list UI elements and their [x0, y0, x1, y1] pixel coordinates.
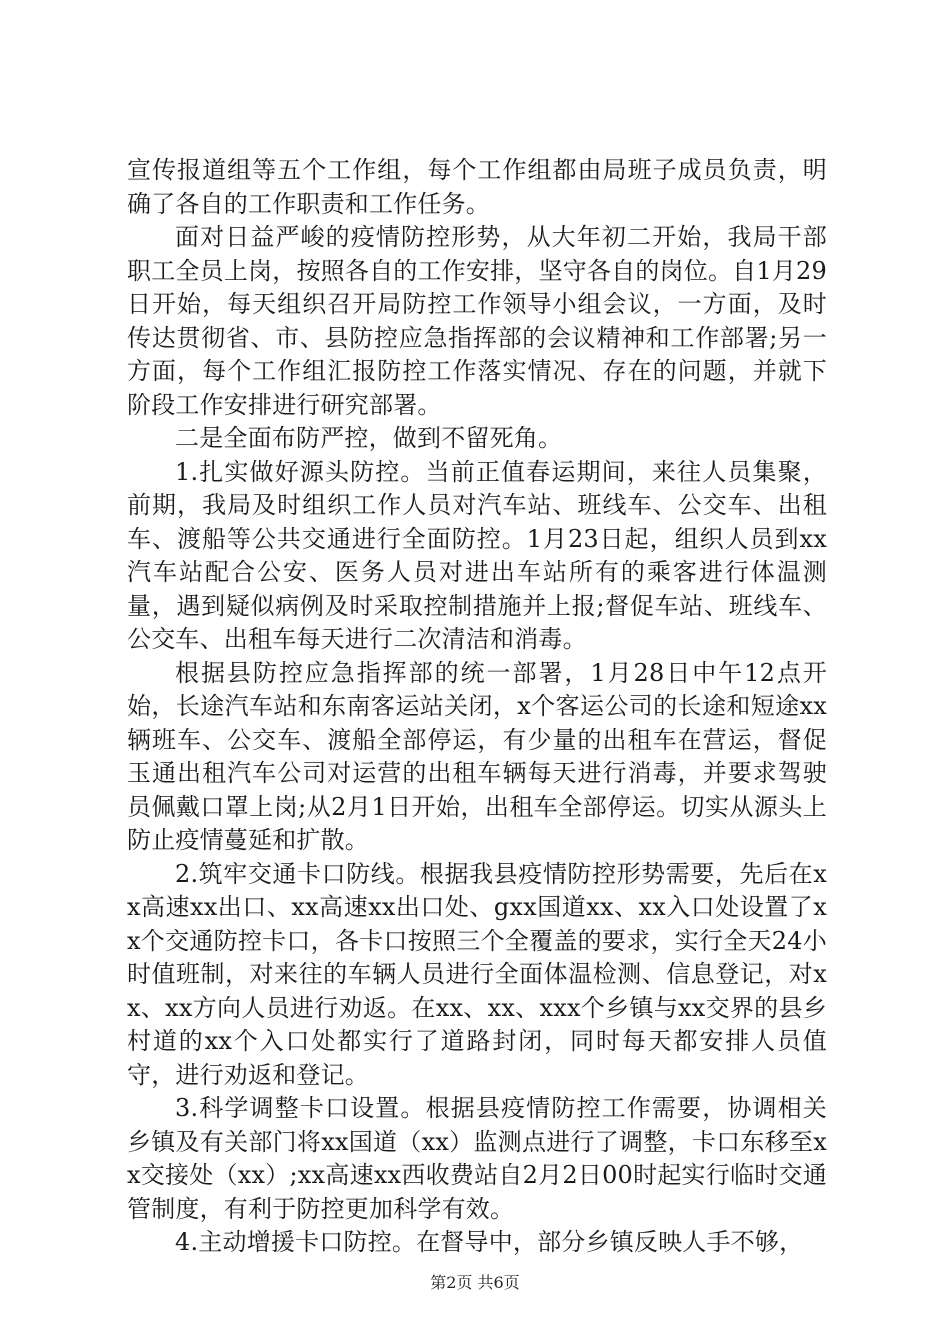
paragraph: 1.扎实做好源头防控。当前正值春运期间，来往人员集聚，前期，我局及时组织工作人员对汽车站、班线车、公交车、出租车、渡船等公共交通进行全面防控。1月23日起，组织人员到xx汽车站配合公安、医务人员对进出车站所有的乘客进行体温测量，遇到疑似病例及时采取控制措施并上报;督促车站、班线车、公交车、出租车每天进行二次清洁和消毒。: [127, 457, 827, 653]
paragraph: 面对日益严峻的疫情防控形势，从大年初二开始，我局干部职工全员上岗，按照各自的工作安排，坚守各自的岗位。自1月29日开始，每天组织召开局防控工作领导小组会议，一方面，及时传达贯彻省、市、县防控应急指挥部的会议精神和工作部署;另一方面，每个工作组汇报防控工作落实情况、存在的问题，并就下阶段工作安排进行研究部署。: [127, 223, 827, 419]
page-footer: 第2页 共6页: [430, 1273, 520, 1292]
paragraph: 4.主动增援卡口防控。在督导中，部分乡镇反映人手不够，: [175, 1228, 804, 1256]
paragraph: 3.科学调整卡口设置。根据县疫情防控工作需要，协调相关乡镇及有关部门将xx国道（xx）监测点进行了调整，卡口东移至xx交接处（xx）;xx高速xx西收费站自2月2日00时起实行临时交通管制度，有利于防控更加科学有效。: [127, 1094, 827, 1223]
document-body: [127, 154, 827, 1260]
paragraph: 宣传报道组等五个工作组，每个工作组都由局班子成员负责，明确了各自的工作职责和工作任务。: [127, 156, 827, 218]
section-heading: 二是全面布防严控，做到不留死角。: [175, 424, 563, 452]
paragraph: 根据县防控应急指挥部的统一部署，1月28日中午12点开始，长途汽车站和东南客运站关闭，x个客运公司的长途和短途xx辆班车、公交车、渡船全部停运，有少量的出租车在营运，督促玉通出租汽车公司对运营的出租车辆每天进行消毒，并要求驾驶员佩戴口罩上岗;从2月1日开始，出租车全部停运。切实从源头上防止疫情蔓延和扩散。: [127, 658, 827, 854]
paragraph: 2.筑牢交通卡口防线。根据我县疫情防控形势需要，先后在xx高速xx出口、xx高速xx出口处、gxx国道xx、xx入口处设置了xx个交通防控卡口，各卡口按照三个全覆盖的要求，实行全天24小时值班制，对来往的车辆人员进行全面体温检测、信息登记，对xx、xx方向人员进行劝返。在xx、xx、xxx个乡镇与xx交界的县乡村道的xx个入口处都实行了道路封闭，同时每天都安排人员值守，进行劝返和登记。: [127, 859, 827, 1089]
